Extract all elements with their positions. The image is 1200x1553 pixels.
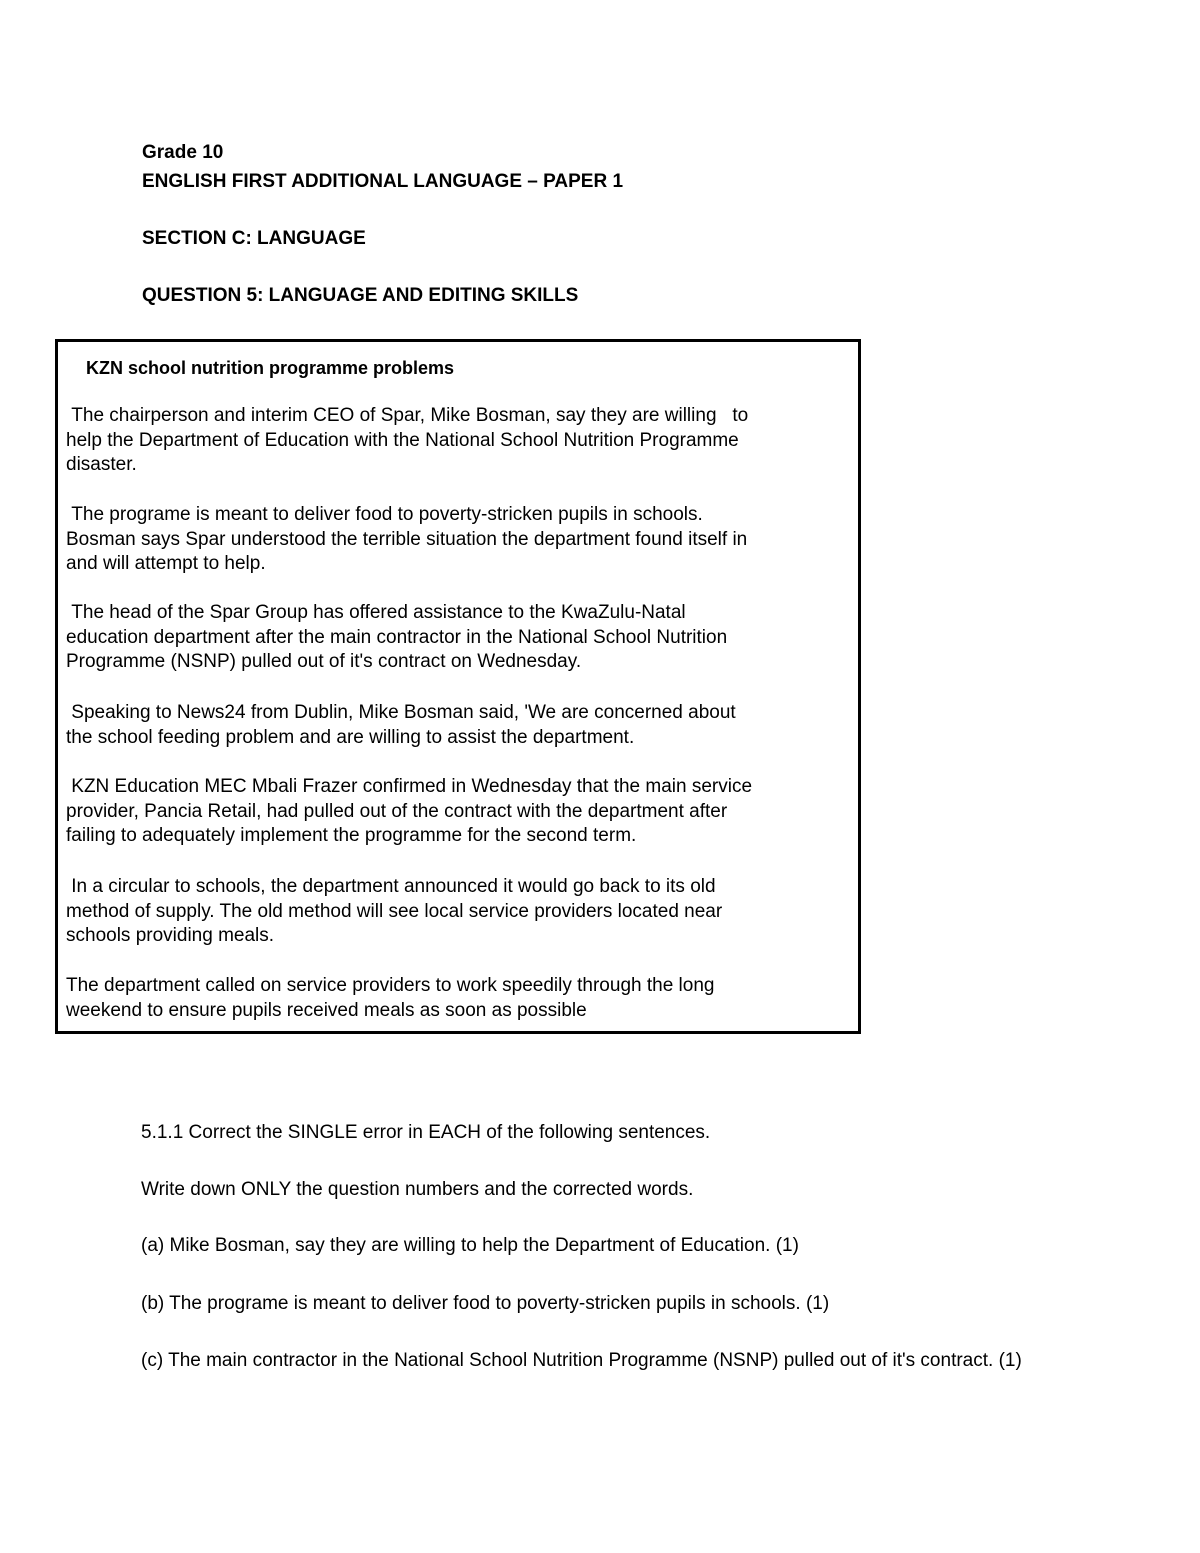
article-paragraph: The programe is meant to deliver food to poverty-stricken pupils in schools. Bosman says Spar understood the terrible situation the department found itself in and will attempt to help. [66, 504, 748, 575]
article-paragraph: The chairperson and interim CEO of Spar, Mike Bosman, say they are willing to help the Department of Education with the National School Nutrition Programme disaster. [66, 405, 749, 476]
article-paragraph: KZN Education MEC Mbali Frazer confirmed in Wednesday that the main service provider, Pancia Retail, had pulled out of the contract with the department after failing to adequately implement the programme for the second term. [66, 776, 753, 847]
question-item-c: (c) The main contractor in the National School Nutrition Programme (NSNP) pulled out of it's contract. (1) [141, 1350, 1022, 1371]
article-paragraph: The department called on service providers to work speedily through the long weekend to ensure pupils received meals as soon as possible [66, 975, 715, 1021]
question-item-a: (a) Mike Bosman, say they are willing to help the Department of Education. (1) [141, 1235, 799, 1256]
header-subject: ENGLISH FIRST ADDITIONAL LANGUAGE – PAPER 1 [142, 171, 624, 192]
article-title: KZN school nutrition programme problems [86, 358, 455, 378]
header-grade: Grade 10 [142, 142, 224, 163]
header-question: QUESTION 5: LANGUAGE AND EDITING SKILLS [142, 285, 579, 306]
question-note: Write down ONLY the question numbers and the corrected words. [141, 1179, 694, 1200]
header-section: SECTION C: LANGUAGE [142, 228, 366, 249]
article-paragraph: The head of the Spar Group has offered assistance to the KwaZulu-Natal education department after the main contractor in the National School Nutrition Programme (NSNP) pulled out of it's contract on Wednesday. [66, 602, 728, 673]
article-paragraph: Speaking to News24 from Dublin, Mike Bosman said, 'We are concerned about the school feeding problem and are willing to assist the department. [66, 702, 736, 748]
question-item-b: (b) The programe is meant to deliver food to poverty-stricken pupils in schools. (1) [141, 1293, 830, 1314]
question-instruction: 5.1.1 Correct the SINGLE error in EACH of the following sentences. [141, 1122, 711, 1143]
article-box [55, 339, 861, 1034]
article-paragraph: In a circular to schools, the department announced it would go back to its old method of supply. The old method will see local service providers located near schools providing meals. [66, 876, 723, 947]
